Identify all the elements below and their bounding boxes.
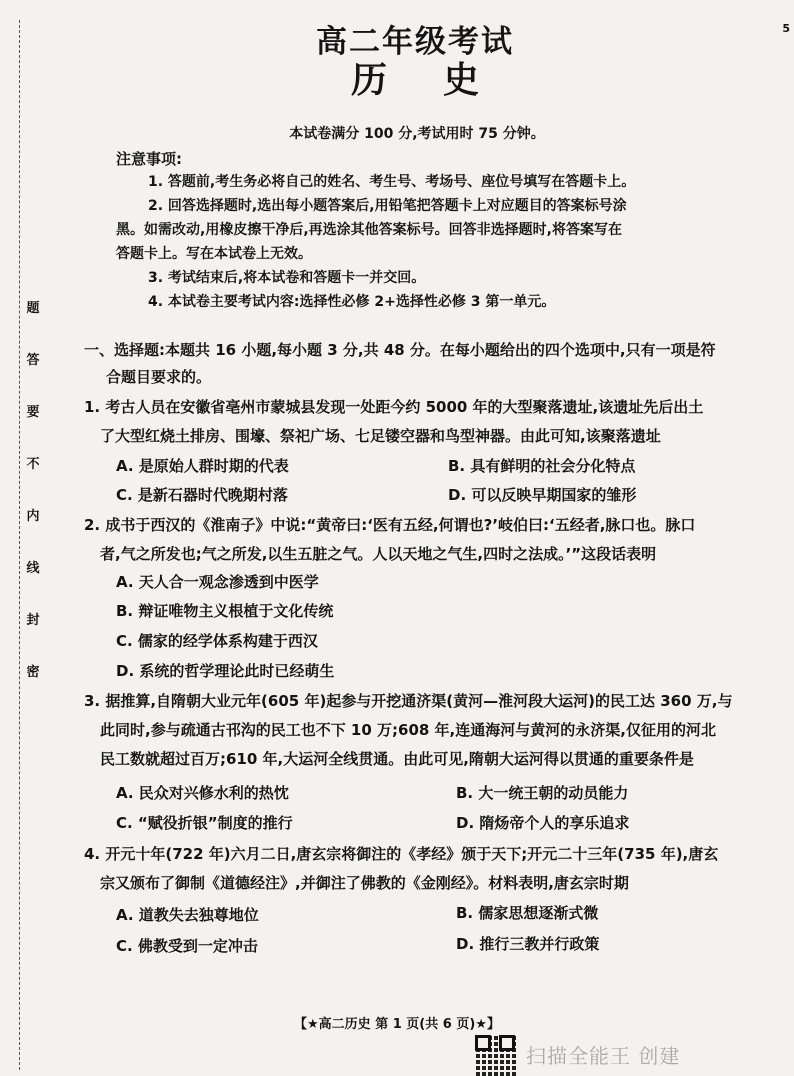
question-4-option-c: C. 佛教受到一定冲击 <box>116 937 258 955</box>
question-3-option-c: C. “赋役折银”制度的推行 <box>116 814 293 832</box>
binding-label: 要 <box>26 405 40 420</box>
binding-label: 内 <box>26 509 40 524</box>
question-3-option-d: D. 隋炀帝个人的享乐追求 <box>456 814 630 832</box>
question-4-option-d: D. 推行三教并行政策 <box>456 935 600 953</box>
page-footer: 【★高二历史 第 1 页(共 6 页)★】 <box>294 1017 500 1032</box>
question-4-line: 4. 开元十年(722 年)六月二日,唐玄宗将御注的《孝经》颁于天下;开元二十三年(735 年),唐玄 <box>84 845 719 863</box>
section-heading: 合题目要求的。 <box>106 368 212 386</box>
subject-title: 历史 <box>350 60 535 101</box>
binding-dashed-line <box>19 20 20 1070</box>
binding-label: 密 <box>26 665 40 680</box>
scanner-watermark: 扫描全能王 创建 <box>526 1044 681 1068</box>
question-2-option-a: A. 天人合一观念渗透到中医学 <box>116 573 319 591</box>
question-2-line: 2. 成书于西汉的《淮南子》中说:“黄帝曰:‘医有五经,何谓也?’岐伯曰:‘五经者,脉口也。脉口 <box>84 516 696 534</box>
notice-line: 答题卡上。写在本试卷上无效。 <box>116 246 312 262</box>
notice-line: 黑。如需改动,用橡皮擦干净后,再选涂其他答案标号。回答非选择题时,将答案写在 <box>116 222 622 238</box>
question-2-option-c: C. 儒家的经学体系构建于西汉 <box>116 632 318 650</box>
section-heading: 一、选择题:本题共 16 小题,每小题 3 分,共 48 分。在每小题给出的四个选项中,只有一项是符 <box>84 341 716 359</box>
exam-title: 高二年级考试 <box>316 24 514 60</box>
question-3-option-a: A. 民众对兴修水利的热忱 <box>116 784 289 802</box>
binding-label: 题 <box>26 301 40 316</box>
qr-code-icon <box>474 1034 516 1076</box>
notice-line: 3. 考试结束后,将本试卷和答题卡一并交回。 <box>148 270 426 286</box>
binding-label: 答 <box>26 353 40 368</box>
question-2-line: 者,气之所发也;气之所发,以生五脏之气。人以天地之气生,四时之法成。’”这段话表明 <box>100 545 657 563</box>
question-4-option-b: B. 儒家思想逐渐式微 <box>456 904 599 922</box>
binding-label: 线 <box>26 561 40 576</box>
notice-line: 2. 回答选择题时,选出每小题答案后,用铅笔把答题卡上对应题目的答案标号涂 <box>148 198 627 214</box>
exam-info: 本试卷满分 100 分,考试用时 75 分钟。 <box>289 126 545 142</box>
question-3-line: 民工数就超过百万;610 年,大运河全线贯通。由此可见,隋朝大运河得以贯通的重要条件是 <box>100 750 694 768</box>
question-4-option-a: A. 道教失去独尊地位 <box>116 906 259 924</box>
question-1-option-b: B. 具有鲜明的社会分化特点 <box>448 457 636 475</box>
notice-line: 1. 答题前,考生务必将自己的姓名、考生号、考场号、座位号填写在答题卡上。 <box>148 174 636 190</box>
question-4-line: 宗又颁布了御制《道德经注》,并御注了佛教的《金刚经》。材料表明,唐玄宗时期 <box>100 874 629 892</box>
question-1-option-d: D. 可以反映早期国家的雏形 <box>448 486 637 504</box>
corner-number: 5 <box>782 22 790 35</box>
notice-line: 4. 本试卷主要考试内容:选择性必修 2+选择性必修 3 第一单元。 <box>148 294 556 310</box>
question-3-line: 3. 据推算,自隋朝大业元年(605 年)起参与开挖通济渠(黄河—淮河段大运河)的民工达 360 万,与 <box>84 692 733 710</box>
question-3-option-b: B. 大一统王朝的动员能力 <box>456 784 629 802</box>
notice-heading: 注意事项: <box>116 150 182 168</box>
question-2-option-d: D. 系统的哲学理论此时已经萌生 <box>116 662 335 680</box>
question-1-line: 1. 考古人员在安徽省亳州市蒙城县发现一处距今约 5000 年的大型聚落遗址,该遗址先后出土 <box>84 398 704 416</box>
binding-label: 封 <box>26 613 40 628</box>
question-2-option-b: B. 辩证唯物主义根植于文化传统 <box>116 602 334 620</box>
question-1-line: 了大型红烧土排房、围壕、祭祀广场、七足镂空器和鸟型神器。由此可知,该聚落遗址 <box>100 427 661 445</box>
question-1-option-a: A. 是原始人群时期的代表 <box>116 457 289 475</box>
binding-label: 不 <box>26 457 40 472</box>
question-3-line: 此同时,参与疏通古邗沟的民工也不下 10 万;608 年,连通海河与黄河的永济渠,仅征用的河北 <box>100 721 716 739</box>
question-1-option-c: C. 是新石器时代晚期村落 <box>116 486 288 504</box>
